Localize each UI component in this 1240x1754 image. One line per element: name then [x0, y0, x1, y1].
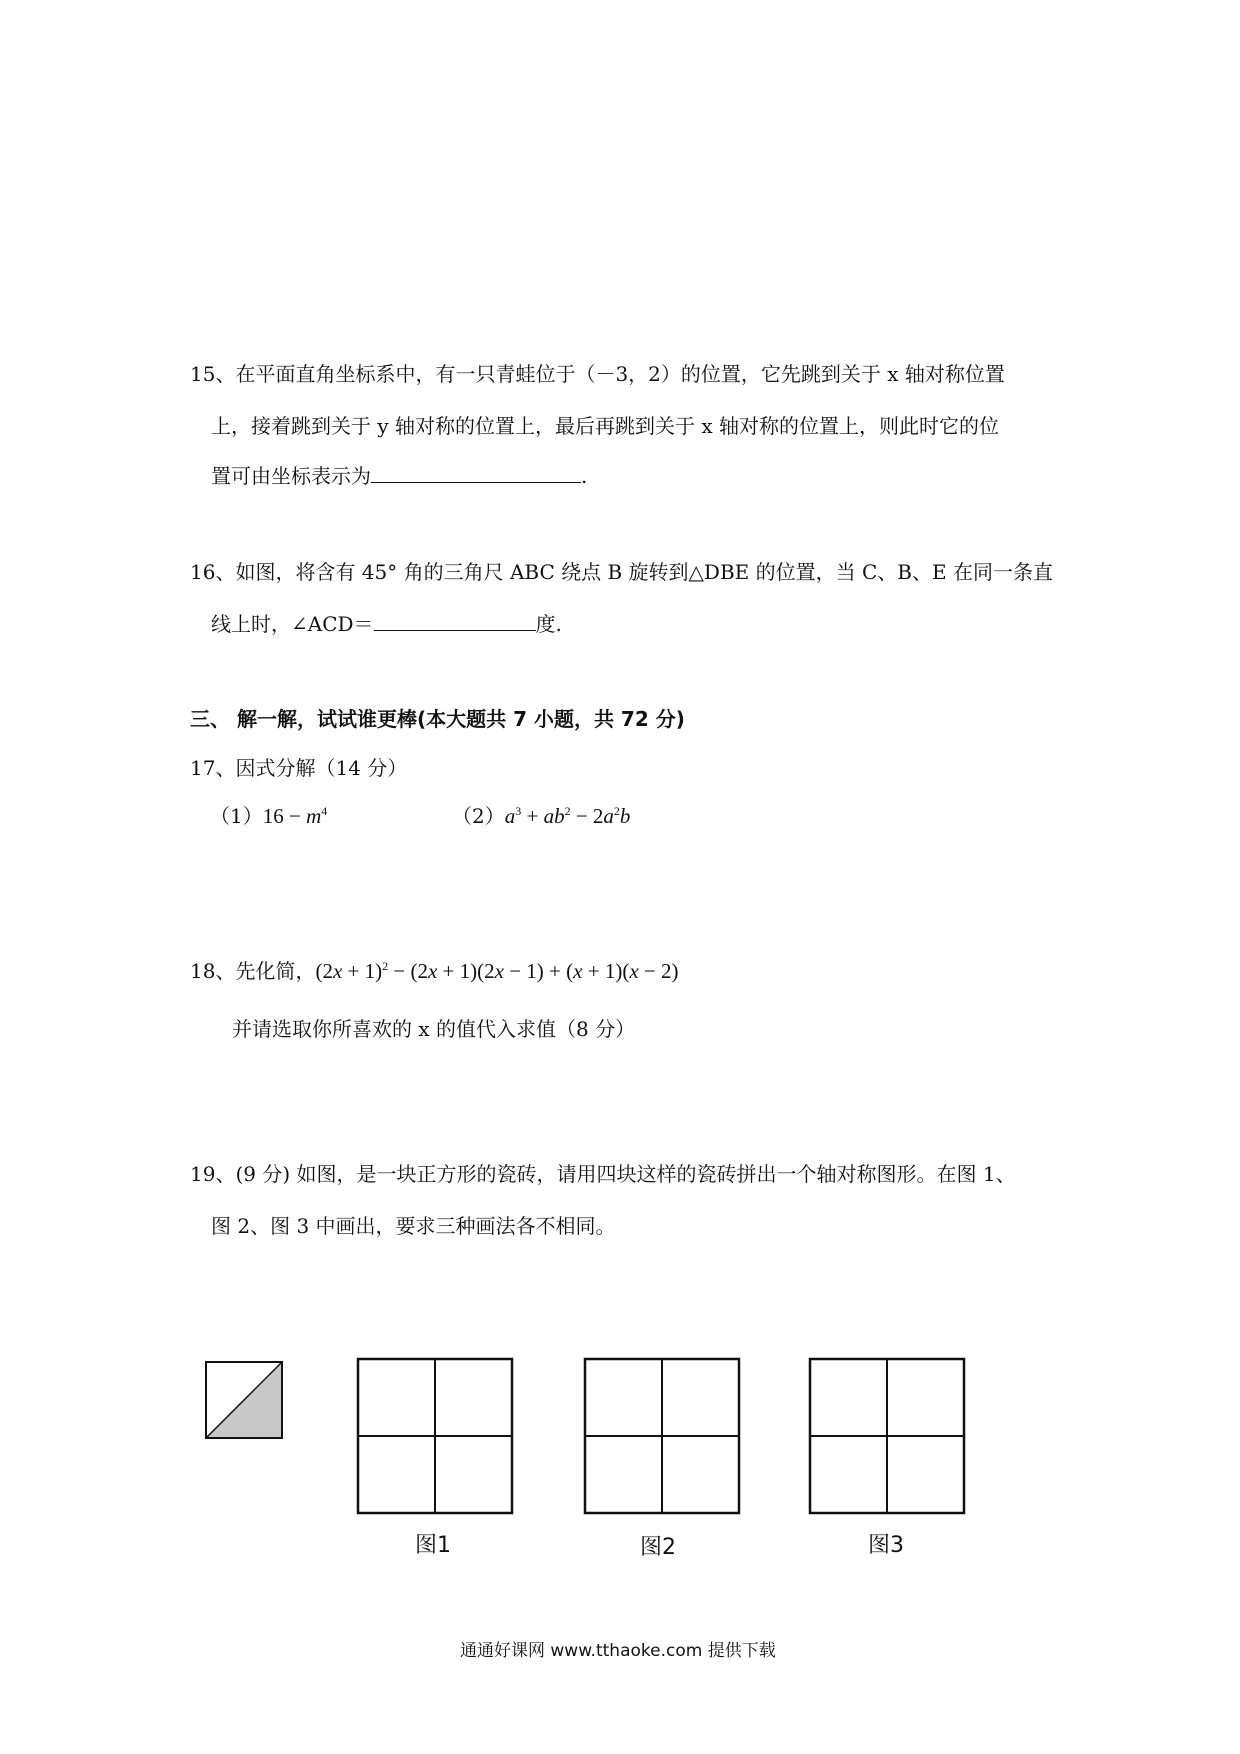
- q17-expression-1: $16 - m^4$: [262, 804, 328, 828]
- q15-line-2: 上，接着跳到关于 y 轴对称的位置上，最后再跳到关于 x 轴对称的位置上，则此时它的位: [211, 414, 1000, 438]
- q19-line-2: 图 2、图 3 中画出，要求三种画法各不相同。: [211, 1214, 616, 1238]
- q17-part-1: [210, 800, 327, 829]
- q17-part-1-label: （1）: [210, 804, 263, 828]
- q15-line-1: 15、在平面直角坐标系中，有一只青蛙位于（－3，2）的位置，它先跳到关于 x 轴对称位置: [190, 362, 1005, 386]
- q16-answer-blank[interactable]: [374, 612, 536, 631]
- q18-line-1: [190, 955, 679, 984]
- figure-2-caption: 图2: [640, 1535, 676, 1560]
- q17-part-2-label: （2）: [452, 804, 505, 828]
- grid-figure-1[interactable]: [356, 1357, 516, 1517]
- q15-line-3-end: .: [581, 464, 588, 488]
- q18-prefix: 18、先化简，: [190, 959, 316, 983]
- footer-text: 通通好课网 www.tthaoke.com 提供下载: [460, 1641, 776, 1661]
- section-3-heading: 三、 解一解，试试谁更棒(本大题共 7 小题，共 72 分): [190, 707, 685, 731]
- q15-line-3-text: 置可由坐标表示为: [211, 464, 371, 488]
- q17-part-2: [452, 800, 630, 829]
- q18-expression: $(2x + 1)^2 - (2x + 1)(2x - 1) + (x + 1)(x - 2)$: [315, 959, 679, 983]
- figure-3-caption: 图3: [868, 1533, 904, 1558]
- tile-figure: [203, 1359, 285, 1441]
- q16-line-2-text: 线上时，∠ACD＝: [211, 612, 374, 636]
- q19-line-1: 19、(9 分) 如图，是一块正方形的瓷砖，请用四块这样的瓷砖拼出一个轴对称图形。在图 1、: [190, 1162, 1016, 1186]
- q16-line-2-end: 度.: [535, 612, 562, 636]
- q16-line-1: 16、如图，将含有 45° 角的三角尺 ABC 绕点 B 旋转到△DBE 的位置，当 C、B、E 在同一条直: [190, 560, 1053, 584]
- q18-line-2: 并请选取你所喜欢的 x 的值代入求值（8 分）: [232, 1017, 636, 1041]
- q17-expression-2: $a^3 + ab^2 - 2a^2b$: [504, 804, 631, 828]
- figure-1-caption: 图1: [415, 1533, 451, 1558]
- q17-title: 17、因式分解（14 分）: [190, 756, 408, 780]
- q16-line-2: [211, 608, 562, 637]
- q15-line-3: [211, 460, 587, 489]
- grid-figure-2[interactable]: [583, 1357, 743, 1517]
- q15-answer-blank[interactable]: [371, 464, 581, 483]
- grid-figure-3[interactable]: [808, 1357, 968, 1517]
